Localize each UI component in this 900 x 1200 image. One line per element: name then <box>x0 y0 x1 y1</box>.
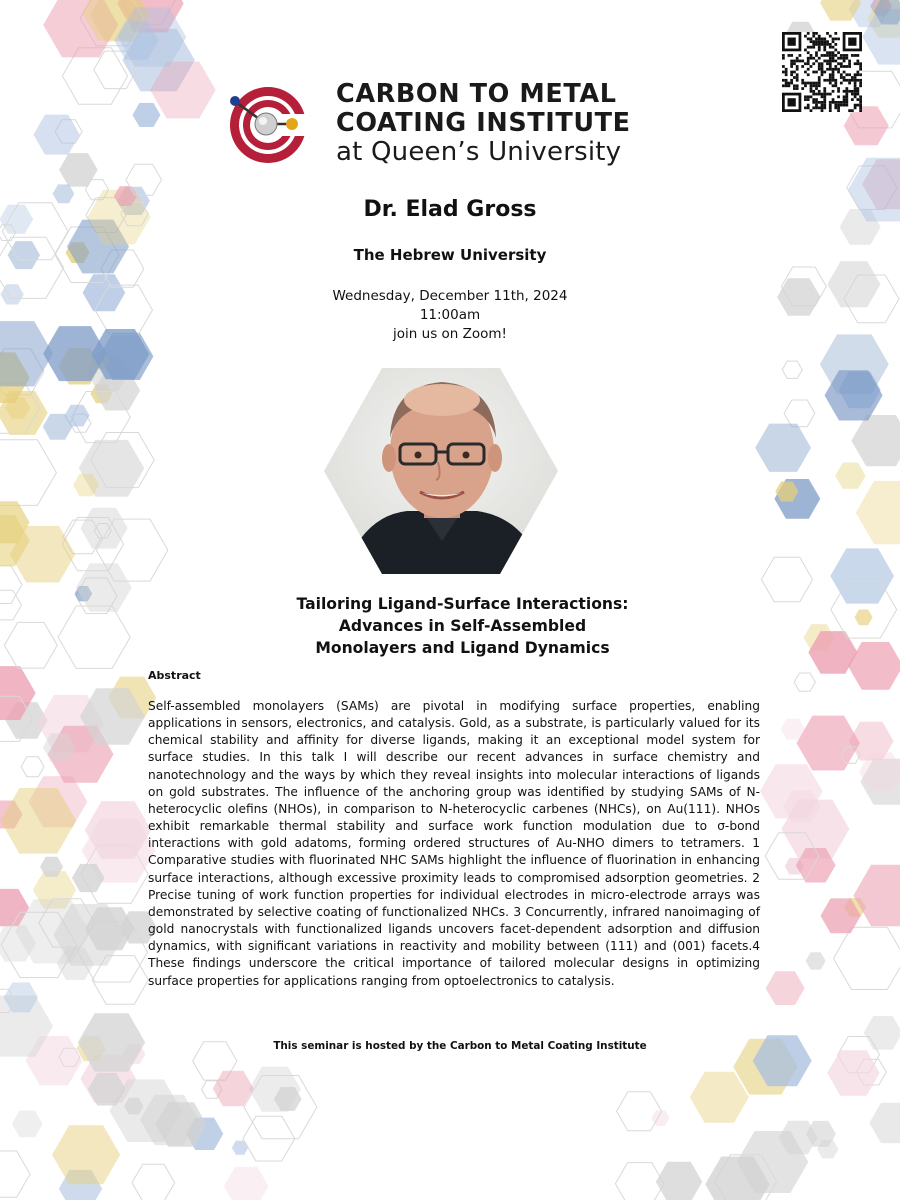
talk-title-line-1: Tailoring Ligand-Surface Interactions: <box>296 595 629 613</box>
logo-line-1: CARBON TO METAL <box>336 79 617 109</box>
logo-wordmark <box>336 80 696 167</box>
talk-title-line-3: Monolayers and Ligand Dynamics <box>315 639 610 657</box>
c-atom-logo-icon <box>222 80 322 170</box>
talk-title <box>100 593 825 659</box>
event-time: 11:00am <box>419 307 481 323</box>
abstract-heading: Abstract <box>148 669 201 682</box>
event-date: Wednesday, December 11th, 2024 <box>332 288 568 304</box>
institute-logo <box>222 80 682 170</box>
speaker-name: Dr. Elad Gross <box>363 197 537 222</box>
speaker-affiliation: The Hebrew University <box>353 246 547 264</box>
logo-line-3: at Queen’s University <box>336 137 622 167</box>
speaker-portrait <box>322 366 560 576</box>
abstract-text: Self-assembled monolayers (SAMs) are pivotal in modifying surface properties, enabling applications in sensors, electronics, and catalysis. Gold, as a substrate, is particularly valued for its chemical stability and affinity for diverse ligands, making it an exceptional model system for surface studies. In this talk I will describe our recent advances in surface chemistry and nanotechnology and the ways by which they reveal insights into molecular interactions of ligands on gold substrates. The influence of the anchoring group was identified by studying SAMs of N-heterocyclic olefins (NHOs), in comparison to N-heterocyclic carbenes (NHCs), on Au(111). NHOs exhibit remarkable thermal stability and surface work function modulation due to σ-bond interactions with gold adatoms, forming ordered structures of Au-NHO dimers to tetramers. 1 Comparative studies with fluorinated NHC SAMs highlight the influence of fluorination in enhancing surface interactions, although excessive proximity leads to compromised adsorption geometries. 2 Precise tuning of work function properties for individual electrodes in micro-electrode arrays was demonstrated by selective coating of functionalized NHCs. 3 Concurrently, infrared nanoimaging of gold nanocrystals with functionalized ligands uncovers facet-dependent adsorption and diffusion dynamics, with significant variations in reactivity and mobility between (111) and (001) facets.4 These findings underscore the critical importance of tailored molecular designs in optimizing surface properties for applications ranging from optoelectronics to catalysis. <box>148 699 760 988</box>
hosted-by-note: This seminar is hosted by the Carbon to Metal Coating Institute <box>273 1040 647 1052</box>
event-location: join us on Zoom! <box>393 326 507 342</box>
event-details <box>0 287 900 344</box>
logo-line-2: COATING INSTITUTE <box>336 108 631 138</box>
qr-code-icon[interactable] <box>782 32 862 112</box>
talk-title-line-2: Advances in Self-Assembled <box>338 617 587 635</box>
